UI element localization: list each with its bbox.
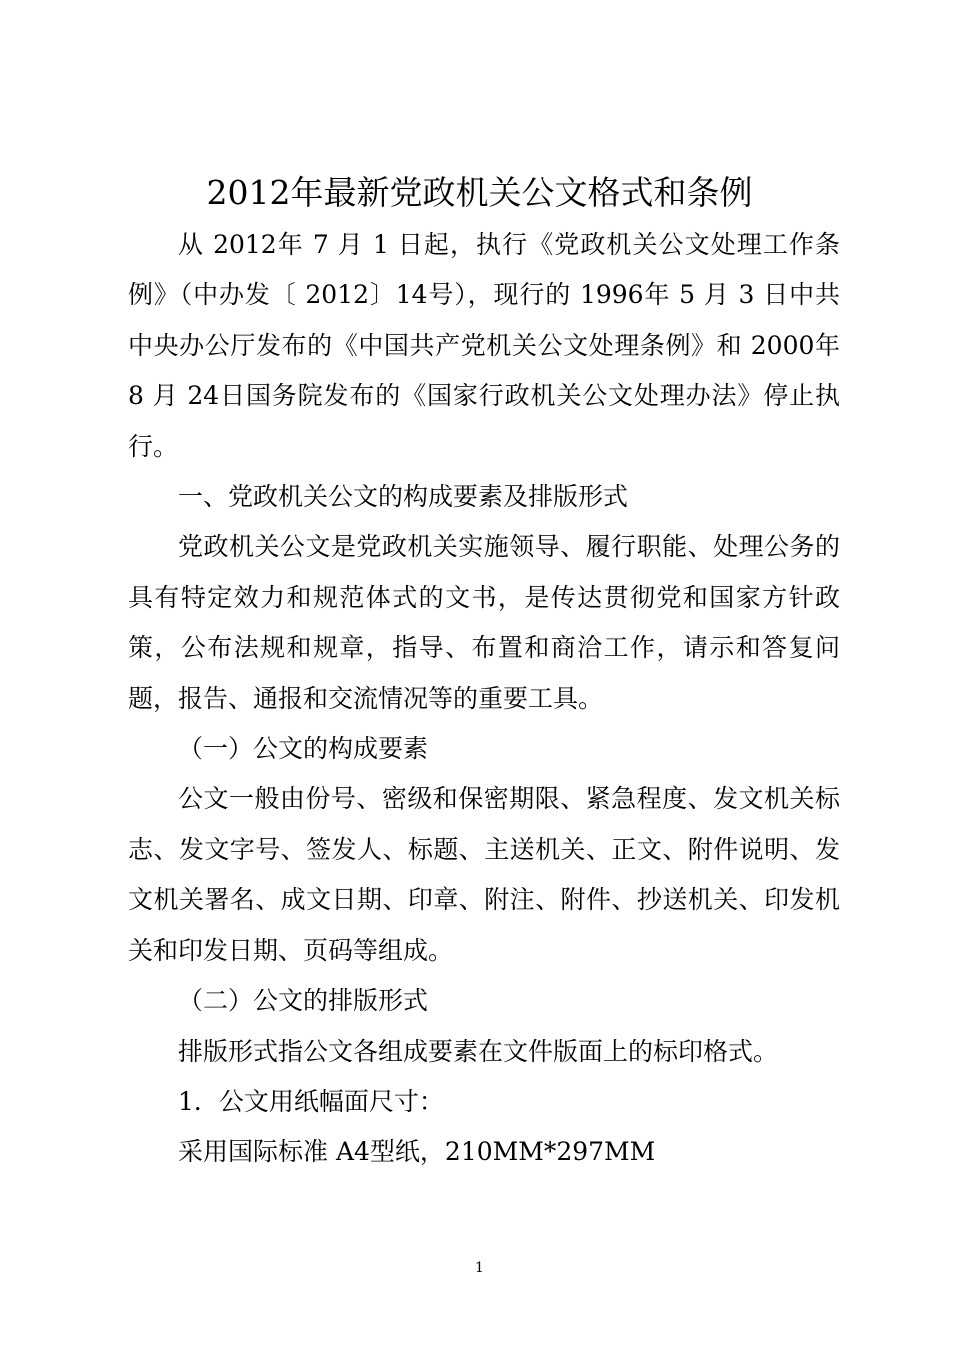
page-number: 1 (475, 1260, 484, 1276)
document-body (128, 220, 840, 1178)
heading-item-1: 1．公文用纸幅面尺寸： (178, 1086, 444, 1116)
heading-subsection-2: （二）公文的排版形式 (178, 986, 429, 1016)
paragraph-elements: 公文一般由份号、密级和保密期限、紧急程度、发文机关标志、发文字号、签发人、标题、主送机关、正文、附件说明、发文机关署名、成文日期、印章、附注、附件、抄送机关、印发机关和印发日期、页码等组成。 (128, 784, 840, 965)
paragraph-definition: 党政机关公文是党政机关实施领导、履行职能、处理公务的具有特定效力和规范体式的文书，是传达贯彻党和国家方针政策，公布法规和规章，指导、布置和商洽工作，请示和答复问题，报告、通报和交流情况等的重要工具。 (128, 532, 840, 713)
paragraph-layout: 排版形式指公文各组成要素在文件版面上的标印格式。 (178, 1036, 779, 1066)
document-title: 2012年最新党政机关公文格式和条例 (206, 173, 753, 212)
paragraph-intro: 从 2012年 7 月 1 日起，执行《党政机关公文处理工作条例》（中办发〔 2012〕14号），现行的 1996年 5 月 3 日中共中央办公厅发布的《中国共产党机关公文处理条例》和 2000年 8 月 24日国务院发布的《国家行政机关公文处理办法》停止执行。 (128, 230, 840, 461)
heading-subsection-1: （一）公文的构成要素 (178, 734, 429, 764)
heading-section-1: 一、党政机关公文的构成要素及排版形式 (178, 482, 629, 512)
paragraph-paper-size: 采用国际标准 A4型纸，210MM*297MM (178, 1137, 656, 1167)
